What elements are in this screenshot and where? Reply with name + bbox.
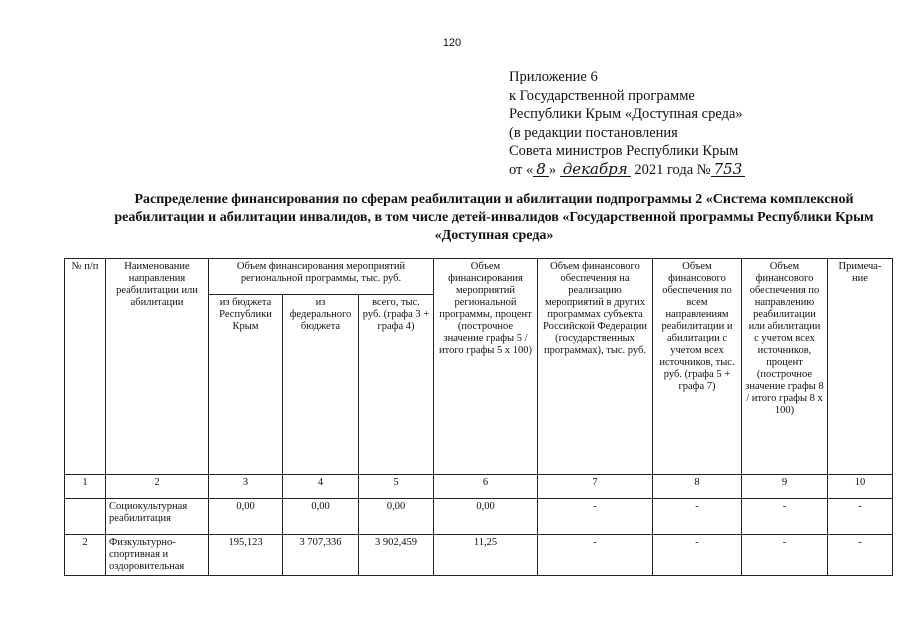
column-number: 5 bbox=[359, 475, 434, 499]
column-number: 3 bbox=[209, 475, 283, 499]
row-direction: Физкультурно-спортивная и оздоровительная bbox=[106, 535, 209, 576]
column-number: 10 bbox=[828, 475, 893, 499]
header-from-federal: из федерального бюджета bbox=[283, 295, 359, 475]
table-row bbox=[65, 499, 893, 535]
appendix-block bbox=[509, 68, 745, 179]
row-percent: 11,25 bbox=[434, 535, 538, 576]
handwritten-month: декабря bbox=[560, 162, 631, 177]
appendix-line: к Государственной программе bbox=[509, 87, 695, 104]
header-from-crimea: из бюджета Республики Крым bbox=[209, 295, 283, 475]
header-col9: Объем финансового обеспечения по направлению реабилитации или абилитации с учетом всех источников, процент (построчное значение графы 8 / итого графы 8 х 100) bbox=[742, 259, 828, 475]
column-number: 9 bbox=[742, 475, 828, 499]
document-title: Распределение финансирования по сферам реабилитации и абилитации подпрограммы 2 «Система комплексной реабилитации и абилитации инвалидов, в том числе детей-инвалидов «Государственной программы Республики Крым «Доступная среда» bbox=[114, 192, 874, 243]
financing-table bbox=[64, 258, 893, 576]
row-from-crimea: 0,00 bbox=[209, 499, 283, 535]
row-num: 2 bbox=[65, 535, 106, 576]
header-row-1 bbox=[65, 259, 893, 295]
handwritten-decree-number: 753 bbox=[711, 162, 746, 177]
header-col6: Объем финансирования мероприятий региональной программы, процент (построчное значение графы 5 / итого графы 5 х 100) bbox=[434, 259, 538, 475]
appendix-date-line bbox=[509, 161, 745, 180]
appendix-line: Совета министров Республики Крым bbox=[509, 143, 739, 159]
row-other-programs: - bbox=[538, 535, 653, 576]
row-total: 0,00 bbox=[359, 499, 434, 535]
header-total: всего, тыс. руб. (графа 3 + графа 4) bbox=[359, 295, 434, 475]
row-from-crimea: 195,123 bbox=[209, 535, 283, 576]
column-number: 4 bbox=[283, 475, 359, 499]
row-all-sources: - bbox=[653, 499, 742, 535]
handwritten-day: 8 bbox=[533, 162, 549, 177]
appendix-line: Республики Крым «Доступная среда» bbox=[509, 106, 743, 122]
row-other-programs: - bbox=[538, 499, 653, 535]
row-from-federal: 3 707,336 bbox=[283, 535, 359, 576]
header-col7: Объем финансового обеспечения на реализацию мероприятий в других программах субъекта Российской Федерации (государственных программах), тыс. руб. bbox=[538, 259, 653, 475]
header-volume-group: Объем финансирования мероприятий региональной программы, тыс. руб. bbox=[209, 259, 434, 295]
row-all-sources-percent: - bbox=[742, 535, 828, 576]
row-direction: Социокультурная реабилитация bbox=[106, 499, 209, 535]
row-total: 3 902,459 bbox=[359, 535, 434, 576]
row-all-sources-percent: - bbox=[742, 499, 828, 535]
appendix-line: (в редакции постановления bbox=[509, 124, 678, 141]
date-year: 2021 года № bbox=[634, 161, 711, 178]
row-note: - bbox=[828, 535, 893, 576]
page-number: 120 bbox=[442, 37, 462, 49]
column-number-row bbox=[65, 475, 893, 499]
table-row bbox=[65, 535, 893, 576]
row-note: - bbox=[828, 499, 893, 535]
date-prefix: от « bbox=[509, 161, 534, 178]
row-num bbox=[65, 499, 106, 535]
column-number: 1 bbox=[65, 475, 106, 499]
header-direction: Наименование направления реабилитации или абилитации bbox=[106, 259, 209, 475]
column-number: 8 bbox=[653, 475, 742, 499]
row-percent: 0,00 bbox=[434, 499, 538, 535]
column-number: 6 bbox=[434, 475, 538, 499]
appendix-line: Приложение 6 bbox=[509, 69, 598, 85]
row-from-federal: 0,00 bbox=[283, 499, 359, 535]
header-col10: Примеча-ние bbox=[828, 259, 893, 475]
column-number: 2 bbox=[106, 475, 209, 499]
header-col8: Объем финансового обеспечения по всем направлениям реабилитации и абилитации с учетом всех источников, тыс. руб. (графа 5 + графа 7) bbox=[653, 259, 742, 475]
row-all-sources: - bbox=[653, 535, 742, 576]
column-number: 7 bbox=[538, 475, 653, 499]
date-mid: » bbox=[548, 161, 557, 178]
header-num: № п/п bbox=[65, 259, 106, 475]
